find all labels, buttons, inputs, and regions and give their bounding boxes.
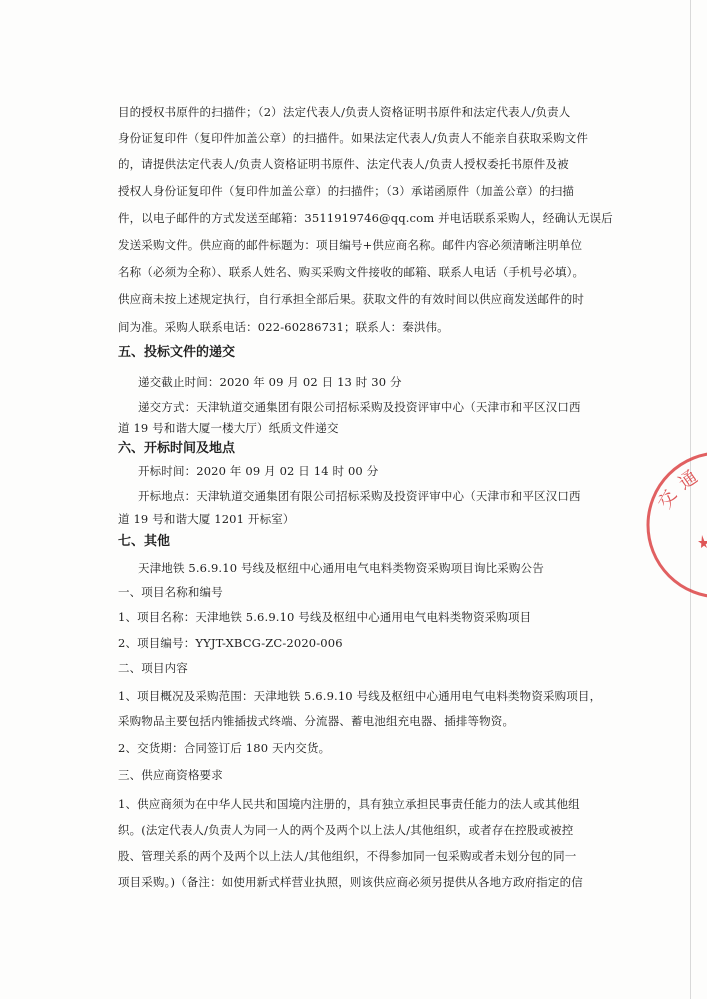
paragraph-line: 名称（必须为全称）、联系人姓名、购买采购文件接收的邮箱、联系人电话（手机号必填）。	[118, 265, 585, 279]
paragraph-line: 身份证复印件（复印件加盖公章）的扫描件。如果法定代表人/负责人不能亲自获取采购文件	[118, 131, 589, 145]
section-heading-opening: 六、开标时间及地点	[118, 441, 236, 456]
paragraph-line: 供应商未按上述规定执行，自行承担全部后果。获取文件的有效时间以供应商发送邮件的时	[118, 292, 584, 306]
opening-time: 开标时间：2020 年 09 月 02 日 14 时 00 分	[138, 464, 379, 478]
sub-heading: 三、供应商资格要求	[118, 768, 223, 782]
page-edge-line	[690, 0, 691, 999]
paragraph-line: 授权人身份证复印件（复印件加盖公章）的扫描件；（3）承诺函原件（加盖公章）的扫描	[118, 184, 575, 198]
paragraph-line: 的，请提供法定代表人/负责人资格证明书原件、法定代表人/负责人授权委托书原件及被	[118, 157, 569, 171]
section-heading-other: 七、其他	[118, 534, 171, 549]
paragraph-line: 发送采购文件。供应商的邮件标题为：项目编号+供应商名称。邮件内容必须清晰注明单位	[118, 238, 583, 252]
requirement-line: 织。(法定代表人/负责人为同一人的两个及两个以上法人/其他组织，或者存在控股或被控	[118, 823, 574, 837]
content-line: 采购物品主要包括内锥插拔式终端、分流器、蓄电池组充电器、插排等物资。	[118, 714, 515, 728]
content-line: 1、项目概况及采购范围：天津地铁 5.6.9.10 号线及枢纽中心通用电气电料类物资采购项目，	[118, 689, 602, 703]
paragraph-line: 间为准。采购人联系电话：022-60286731；联系人：秦洪伟。	[118, 320, 449, 334]
sub-heading: 二、项目内容	[118, 661, 188, 675]
opening-place-line: 道 19 号和谐大厦 1201 开标室）	[118, 512, 295, 526]
svg-text:通: 通	[674, 466, 702, 495]
official-seal-stamp	[640, 440, 707, 620]
project-name: 1、项目名称：天津地铁 5.6.9.10 号线及枢纽中心通用电气电料类物资采购项目	[118, 610, 532, 624]
submission-method-line: 道 19 号和谐大厦一楼大厅）纸质文件递交	[118, 421, 339, 435]
svg-text:交: 交	[654, 486, 682, 513]
requirement-line: 股、管理关系的两个及两个以上法人/其他组织，不得参加同一包采购或者未划分包的同一	[118, 849, 577, 863]
section-heading-submission: 五、投标文件的递交	[118, 345, 236, 360]
delivery-period: 2、交货期：合同签订后 180 天内交货。	[118, 741, 331, 755]
submission-method-line: 递交方式：天津轨道交通集团有限公司招标采购及投资评审中心（天津市和平区汉口西	[138, 400, 581, 414]
requirement-line: 1、供应商须为在中华人民共和国境内注册的，具有独立承担民事责任能力的法人或其他组	[118, 797, 580, 811]
paragraph-line: 目的授权书原件的扫描件；（2）法定代表人/负责人资格证明书原件和法定代表人/负责人	[118, 105, 571, 119]
submission-deadline: 递交截止时间：2020 年 09 月 02 日 13 时 30 分	[138, 375, 402, 389]
sub-heading: 一、项目名称和编号	[118, 585, 223, 599]
seal-star-icon	[698, 535, 707, 548]
requirement-line: 项目采购。)（备注：如使用新式样营业执照，则该供应商必须另提供从各地方政府指定的信	[118, 875, 583, 889]
announcement-title: 天津地铁 5.6.9.10 号线及枢纽中心通用电气电料类物资采购项目询比采购公告	[138, 561, 544, 575]
paragraph-line: 件，以电子邮件的方式发送至邮箱：3511919746@qq.com 并电话联系采购人，经确认无误后	[118, 211, 613, 225]
opening-place-line: 开标地点：天津轨道交通集团有限公司招标采购及投资评审中心（天津市和平区汉口西	[138, 489, 581, 503]
seal-ring	[648, 453, 707, 597]
project-number: 2、项目编号：YYJT-XBCG-ZC-2020-006	[118, 636, 343, 650]
